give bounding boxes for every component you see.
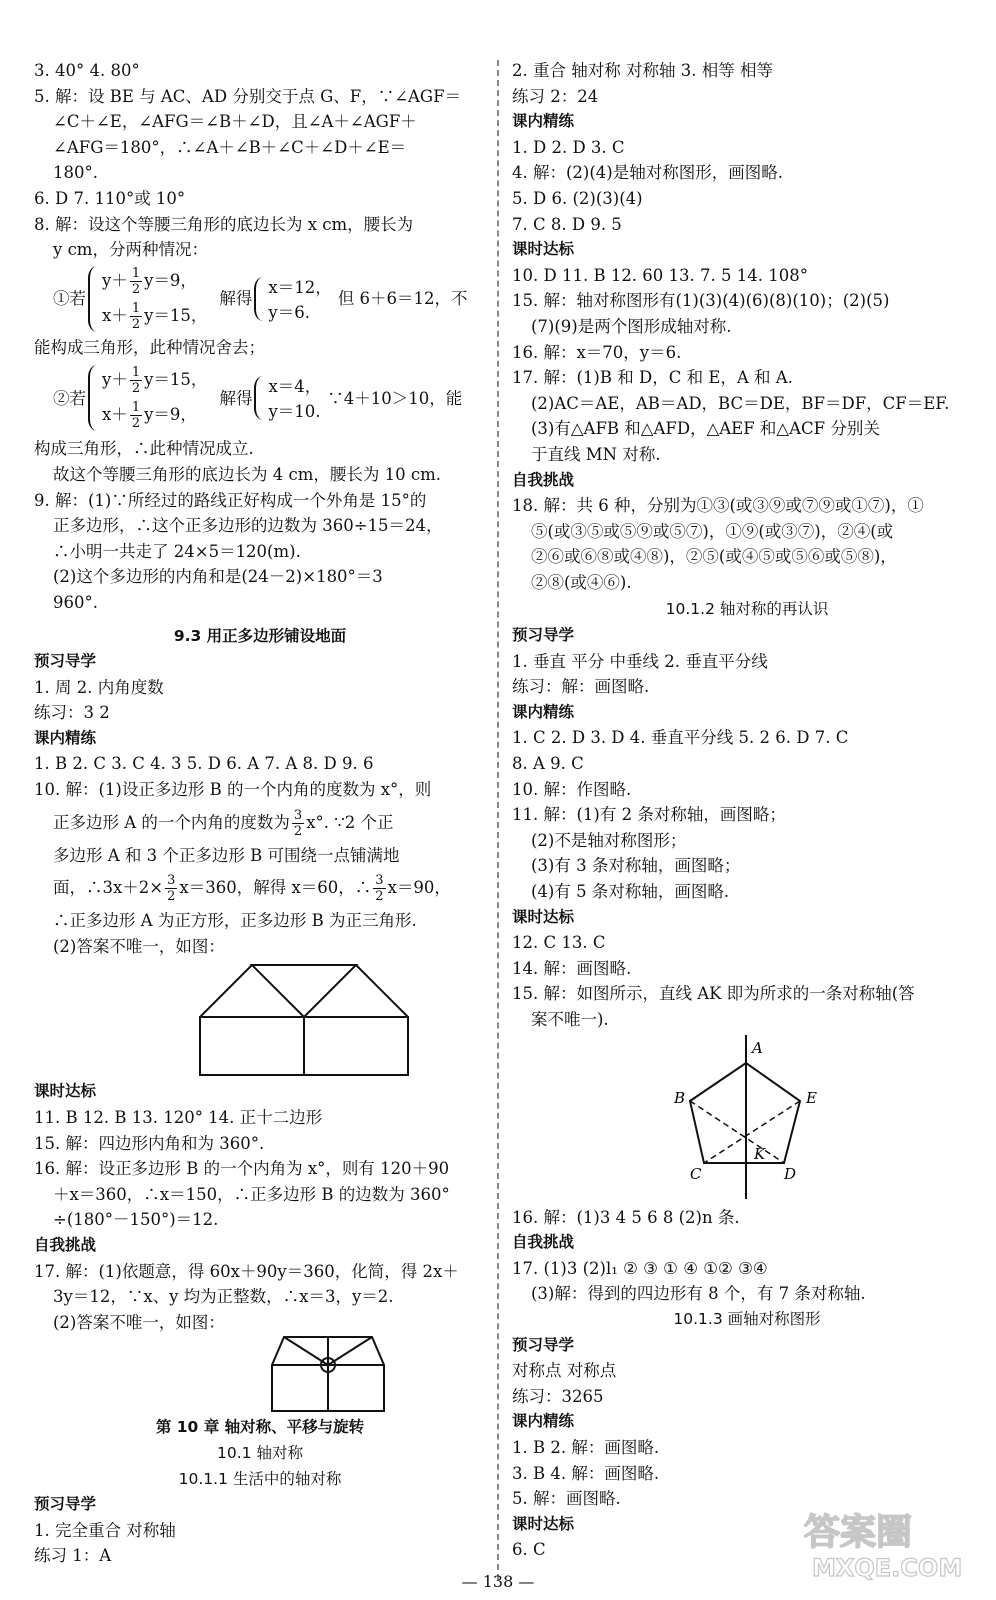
- answer-line: ∠AFG＝180°，∴∠A＋∠B＋∠C＋∠D＋∠E＝: [53, 137, 407, 157]
- square-shape: [200, 1017, 304, 1075]
- edge: [356, 965, 408, 1017]
- answer-line: 15. 解：四边形内角和为 360°.: [34, 1133, 265, 1153]
- answer-line: 10. D 11. B 12. 60 13. 7. 5 14. 108°: [512, 265, 808, 285]
- answer-line: 练习：3 2: [34, 703, 110, 723]
- equation: y＋: [102, 370, 128, 390]
- answer-line: (2)不是轴对称图形；: [531, 830, 687, 850]
- section-heading: 自我挑战: [512, 1233, 575, 1252]
- answer-line: ⑤(或③⑤或⑤⑨或⑤⑦)，①⑨(或③⑦)，②④(或: [531, 521, 894, 541]
- section-heading: 课时达标: [34, 1082, 97, 1101]
- fraction: $\frac{1}{2}$: [131, 265, 141, 297]
- answer-line: 1. 周 2. 内角度数: [34, 677, 164, 697]
- answer-line: (7)(9)是两个图形成轴对称.: [531, 316, 732, 336]
- answer-line: 6. C: [512, 1540, 546, 1560]
- answer-line: (2)这个多边形的内角和是(24－2)×180°＝3: [53, 567, 383, 587]
- point-label-a: A: [752, 1038, 763, 1057]
- answer-line: 10. 解：作图略.: [512, 779, 632, 799]
- answer-line: 3. 40° 4. 80°: [34, 61, 140, 80]
- solution: x＝12，: [268, 277, 332, 297]
- fraction: $\frac{1}{2}$: [131, 300, 141, 332]
- equation-system-case1: ①若 y＋ $\frac{1}{2}$ y＝9， x＋ $\frac{1}{2}$ y＝15， 解得 x＝12， y＝6. 但 6＋6＝12，不: [53, 265, 468, 332]
- fraction: $\frac{1}{2}$: [131, 400, 141, 432]
- section-title: 10.1.3 画轴对称图形: [673, 1309, 821, 1328]
- answer-line: 17. 解：(1)依题意，得 60x＋90y＝360，化简，得 2x＋: [34, 1261, 459, 1281]
- answer-line: (3)有 3 条对称轴，画图略；: [531, 856, 741, 876]
- fraction: $\frac{3}{2}$: [293, 807, 303, 839]
- answer-line: 对称点 对称点: [512, 1361, 617, 1381]
- answer-line: ∴正多边形 A 为正方形，正多边形 B 为正三角形.: [53, 911, 417, 931]
- point-label-c: C: [690, 1164, 702, 1183]
- answer-line: 1. D 2. D 3. C: [512, 137, 625, 157]
- point-label-d: D: [784, 1164, 797, 1183]
- brace: [254, 376, 265, 420]
- answer-line: 故这个等腰三角形的底边长为 4 cm，腰长为 10 cm.: [53, 464, 441, 484]
- answer-line: 16. 解：设正多边形 B 的一个内角为 x°，则有 120＋90: [34, 1159, 450, 1179]
- chapter-title: 第 10 章 轴对称、平移与旋转: [155, 1418, 365, 1437]
- answer-line: 构成三角形，∴此种情况成立.: [34, 439, 254, 459]
- answer-line: 练习：解：画图略.: [512, 677, 650, 697]
- equation: x＋: [102, 305, 128, 325]
- answer-line: ∠C＋∠E，∠AFG＝∠B＋∠D，且∠A＋∠AGF＋: [53, 112, 417, 132]
- answer-line: ∴小明一共走了 24×5＝120(m).: [53, 541, 301, 561]
- answer-line: (4)有 5 条对称轴，画图略.: [531, 882, 730, 901]
- column-divider: [497, 60, 499, 1580]
- answer-line: 180°.: [53, 163, 98, 183]
- answer-line: 11. B 12. B 13. 120° 14. 正十二边形: [34, 1108, 323, 1128]
- point-label-b: B: [674, 1088, 686, 1107]
- answer-line: 于直线 MN 对称.: [531, 444, 661, 464]
- section-heading: 课时达标: [512, 907, 575, 926]
- answer-line: (2)答案不唯一，如图：: [53, 1312, 225, 1332]
- section-heading: 自我挑战: [512, 470, 575, 489]
- solve-word: 解得: [219, 289, 253, 309]
- answer-line: (2)AC＝AE，AB＝AD，BC＝DE，BF＝DF，CF＝EF.: [531, 393, 950, 413]
- section-heading: 课时达标: [512, 240, 575, 259]
- answer-line: 5. 解：设 BE 与 AC、AD 分别交于点 G、F，∵∠AGF＝: [34, 86, 462, 106]
- answer-line: 12. C 13. C: [512, 933, 606, 953]
- answer-line: 960°.: [53, 592, 98, 612]
- section-heading: 预习导学: [34, 652, 97, 671]
- answer-line: 3. B 4. 解：画图略.: [512, 1463, 660, 1483]
- dashed-line: [690, 1101, 784, 1163]
- answer-line: 1. 完全重合 对称轴: [34, 1520, 176, 1540]
- answer-line: ÷(180°－150°)＝12.: [53, 1210, 219, 1230]
- section-title: 10.1.1 生活中的轴对称: [178, 1469, 342, 1488]
- triangle-shape: [252, 965, 356, 1017]
- section-heading: 预习导学: [34, 1495, 97, 1514]
- answer-line: 10. 解：(1)设正多边形 B 的一个内角的度数为 x°，则: [34, 780, 432, 800]
- answer-line: 1. C 2. D 3. D 4. 垂直平分线 5. 2 6. D 7. C: [512, 728, 849, 748]
- case-label: ②若: [53, 388, 86, 408]
- point-label-e: E: [806, 1088, 817, 1107]
- answer-line: 14. 解：画图略.: [512, 958, 632, 978]
- edge: [200, 965, 252, 1017]
- solution: y＝10.: [268, 402, 321, 422]
- left-column: [34, 58, 486, 1569]
- answer-line: (3)有△AFB 和△AFD，△AEF 和△ACF 分别关: [531, 419, 880, 439]
- answer-line: 多边形 A 和 3 个正多边形 B 可围绕一点铺满地: [53, 845, 400, 865]
- section-title: 10.1 轴对称: [217, 1443, 303, 1462]
- equation-system-case2: ②若 y＋ $\frac{1}{2}$ y＝15， x＋ $\frac{1}{2}$ y＝9， 解得 x＝4， y＝10. ∵4＋10＞10，能: [53, 365, 463, 432]
- solution: y＝6.: [268, 302, 310, 322]
- answer-line: 6. D 7. 110°或 10°: [34, 188, 186, 208]
- section-heading: 课时达标: [512, 1514, 575, 1533]
- pentagon-figure: [512, 1033, 982, 1205]
- answer-line: 练习 2：24: [512, 86, 599, 106]
- answer-line: 练习 1：A: [34, 1546, 112, 1566]
- svg-text:MXQE.COM: MXQE.COM: [812, 1554, 963, 1582]
- answer-line: 1. B 2. C 3. C 4. 3 5. D 6. A 7. A 8. D 9. 6: [34, 754, 374, 774]
- answer-line: 7. C 8. D 9. 5: [512, 214, 622, 234]
- answer-line: 面，∴3x＋2× $\frac{3}{2}$ x＝360，解得 x＝60，∴ $\frac{3}{2}$ x＝90，: [53, 873, 451, 905]
- answer-line: 15. 解：如图所示，直线 AK 即为所求的一条对称轴(答: [512, 984, 915, 1004]
- equation: x＋: [102, 405, 128, 425]
- answer-line: 3y＝12，∵x、y 均为正整数，∴x＝3，y＝2.: [53, 1287, 394, 1307]
- answer-line: 5. D 6. (2)(3)(4): [512, 188, 643, 208]
- answer-line: 练习：3265: [512, 1386, 604, 1406]
- remark: ∵4＋10＞10，能: [327, 388, 463, 408]
- answer-line: ②⑥或⑥⑧或④⑧)，②⑤(或④⑤或⑤⑥或⑤⑧)，: [531, 547, 897, 567]
- fraction: $\frac{3}{2}$: [375, 873, 384, 905]
- fraction: $\frac{1}{2}$: [131, 365, 141, 397]
- answer-line: 4. 解：(2)(4)是轴对称图形，画图略.: [512, 163, 783, 183]
- fraction: $\frac{3}{2}$: [167, 873, 176, 905]
- tiling-figure-square-triangle: [34, 959, 486, 1079]
- answer-line: 16. 解：(1)3 4 5 6 8 (2)n 条.: [512, 1207, 740, 1227]
- solve-word: 解得: [219, 388, 253, 408]
- answer-line: 案不唯一).: [531, 1009, 609, 1029]
- answer-line: 17. 解：(1)B 和 D，C 和 E，A 和 A.: [512, 368, 793, 388]
- section-title: 9.3 用正多边形铺设地面: [173, 626, 347, 645]
- brace: [88, 266, 99, 332]
- case-label: ①若: [53, 289, 86, 309]
- section-heading: 课内精练: [512, 112, 575, 131]
- point-label-k: K: [754, 1144, 766, 1163]
- answer-line: ②⑧(或④⑥).: [531, 572, 632, 592]
- answer-line: 8. 解：设这个等腰三角形的底边长为 x cm，腰长为: [34, 214, 414, 234]
- section-heading: 预习导学: [512, 1335, 575, 1354]
- answer-line: 正多边形，∴这个正多边形的边数为 360÷15＝24，: [53, 516, 443, 536]
- answer-line: (2)答案不唯一，如图：: [53, 936, 225, 956]
- section-heading: 自我挑战: [34, 1236, 97, 1254]
- right-column: [512, 58, 982, 1563]
- brace: [88, 365, 99, 431]
- answer-line: ＋x＝360，∴x＝150，∴正多边形 B 的边数为 360°: [53, 1184, 450, 1204]
- answer-line: 16. 解：x＝70，y＝6.: [512, 342, 682, 362]
- page-number: — 138 —: [461, 1572, 535, 1591]
- section-heading: 预习导学: [512, 626, 575, 645]
- answer-line: 8. A 9. C: [512, 754, 584, 774]
- answer-line: 15. 解：轴对称图形有(1)(3)(4)(6)(8)(10)；(2)(5): [512, 291, 890, 311]
- section-heading: 课内精练: [512, 702, 575, 721]
- equation: y＋: [102, 270, 128, 290]
- answer-line: 5. 解：画图略.: [512, 1489, 621, 1509]
- section-heading: 课内精练: [34, 728, 97, 747]
- answer-line: 11. 解：(1)有 2 条对称轴，画图略；: [512, 805, 786, 825]
- answer-line: 17. (1)3 (2)l₁ ② ③ ① ④ ①② ③④: [512, 1258, 768, 1278]
- remark: 但 6＋6＝12，不: [337, 289, 468, 309]
- answer-line: 1. 垂直 平分 中垂线 2. 垂直平分线: [512, 651, 768, 671]
- answer-line: 正多边形 A 的一个内角的度数为 $\frac{3}{2}$ x°. ∵2 个正: [53, 807, 394, 839]
- answer-line: 1. B 2. 解：画图略.: [512, 1437, 660, 1457]
- watermark-logo: [798, 1504, 968, 1582]
- answer-line: 18. 解：共 6 种，分别为①③(或③⑨或⑦⑨或①⑦)，①: [512, 496, 924, 516]
- answer-line: 2. 重合 轴对称 对称轴 3. 相等 相等: [512, 61, 773, 80]
- brace: [254, 277, 265, 321]
- solution: x＝4，: [268, 377, 322, 397]
- section-heading: 课内精练: [512, 1412, 575, 1431]
- answer-line: (3)解：得到的四边形有 8 个，有 7 条对称轴.: [531, 1284, 866, 1304]
- svg-text:答案圈: 答案圈: [804, 1512, 913, 1553]
- answer-line: 能构成三角形，此种情况舍去；: [34, 337, 265, 357]
- section-title: 10.1.2 轴对称的再认识: [665, 600, 829, 619]
- tiling-figure-circle: [34, 1335, 486, 1413]
- answer-line: 9. 解：(1)∵所经过的路线正好构成一个外角是 15°的: [34, 490, 427, 510]
- answer-line: y cm，分两种情况：: [53, 240, 208, 260]
- square-shape: [304, 1017, 408, 1075]
